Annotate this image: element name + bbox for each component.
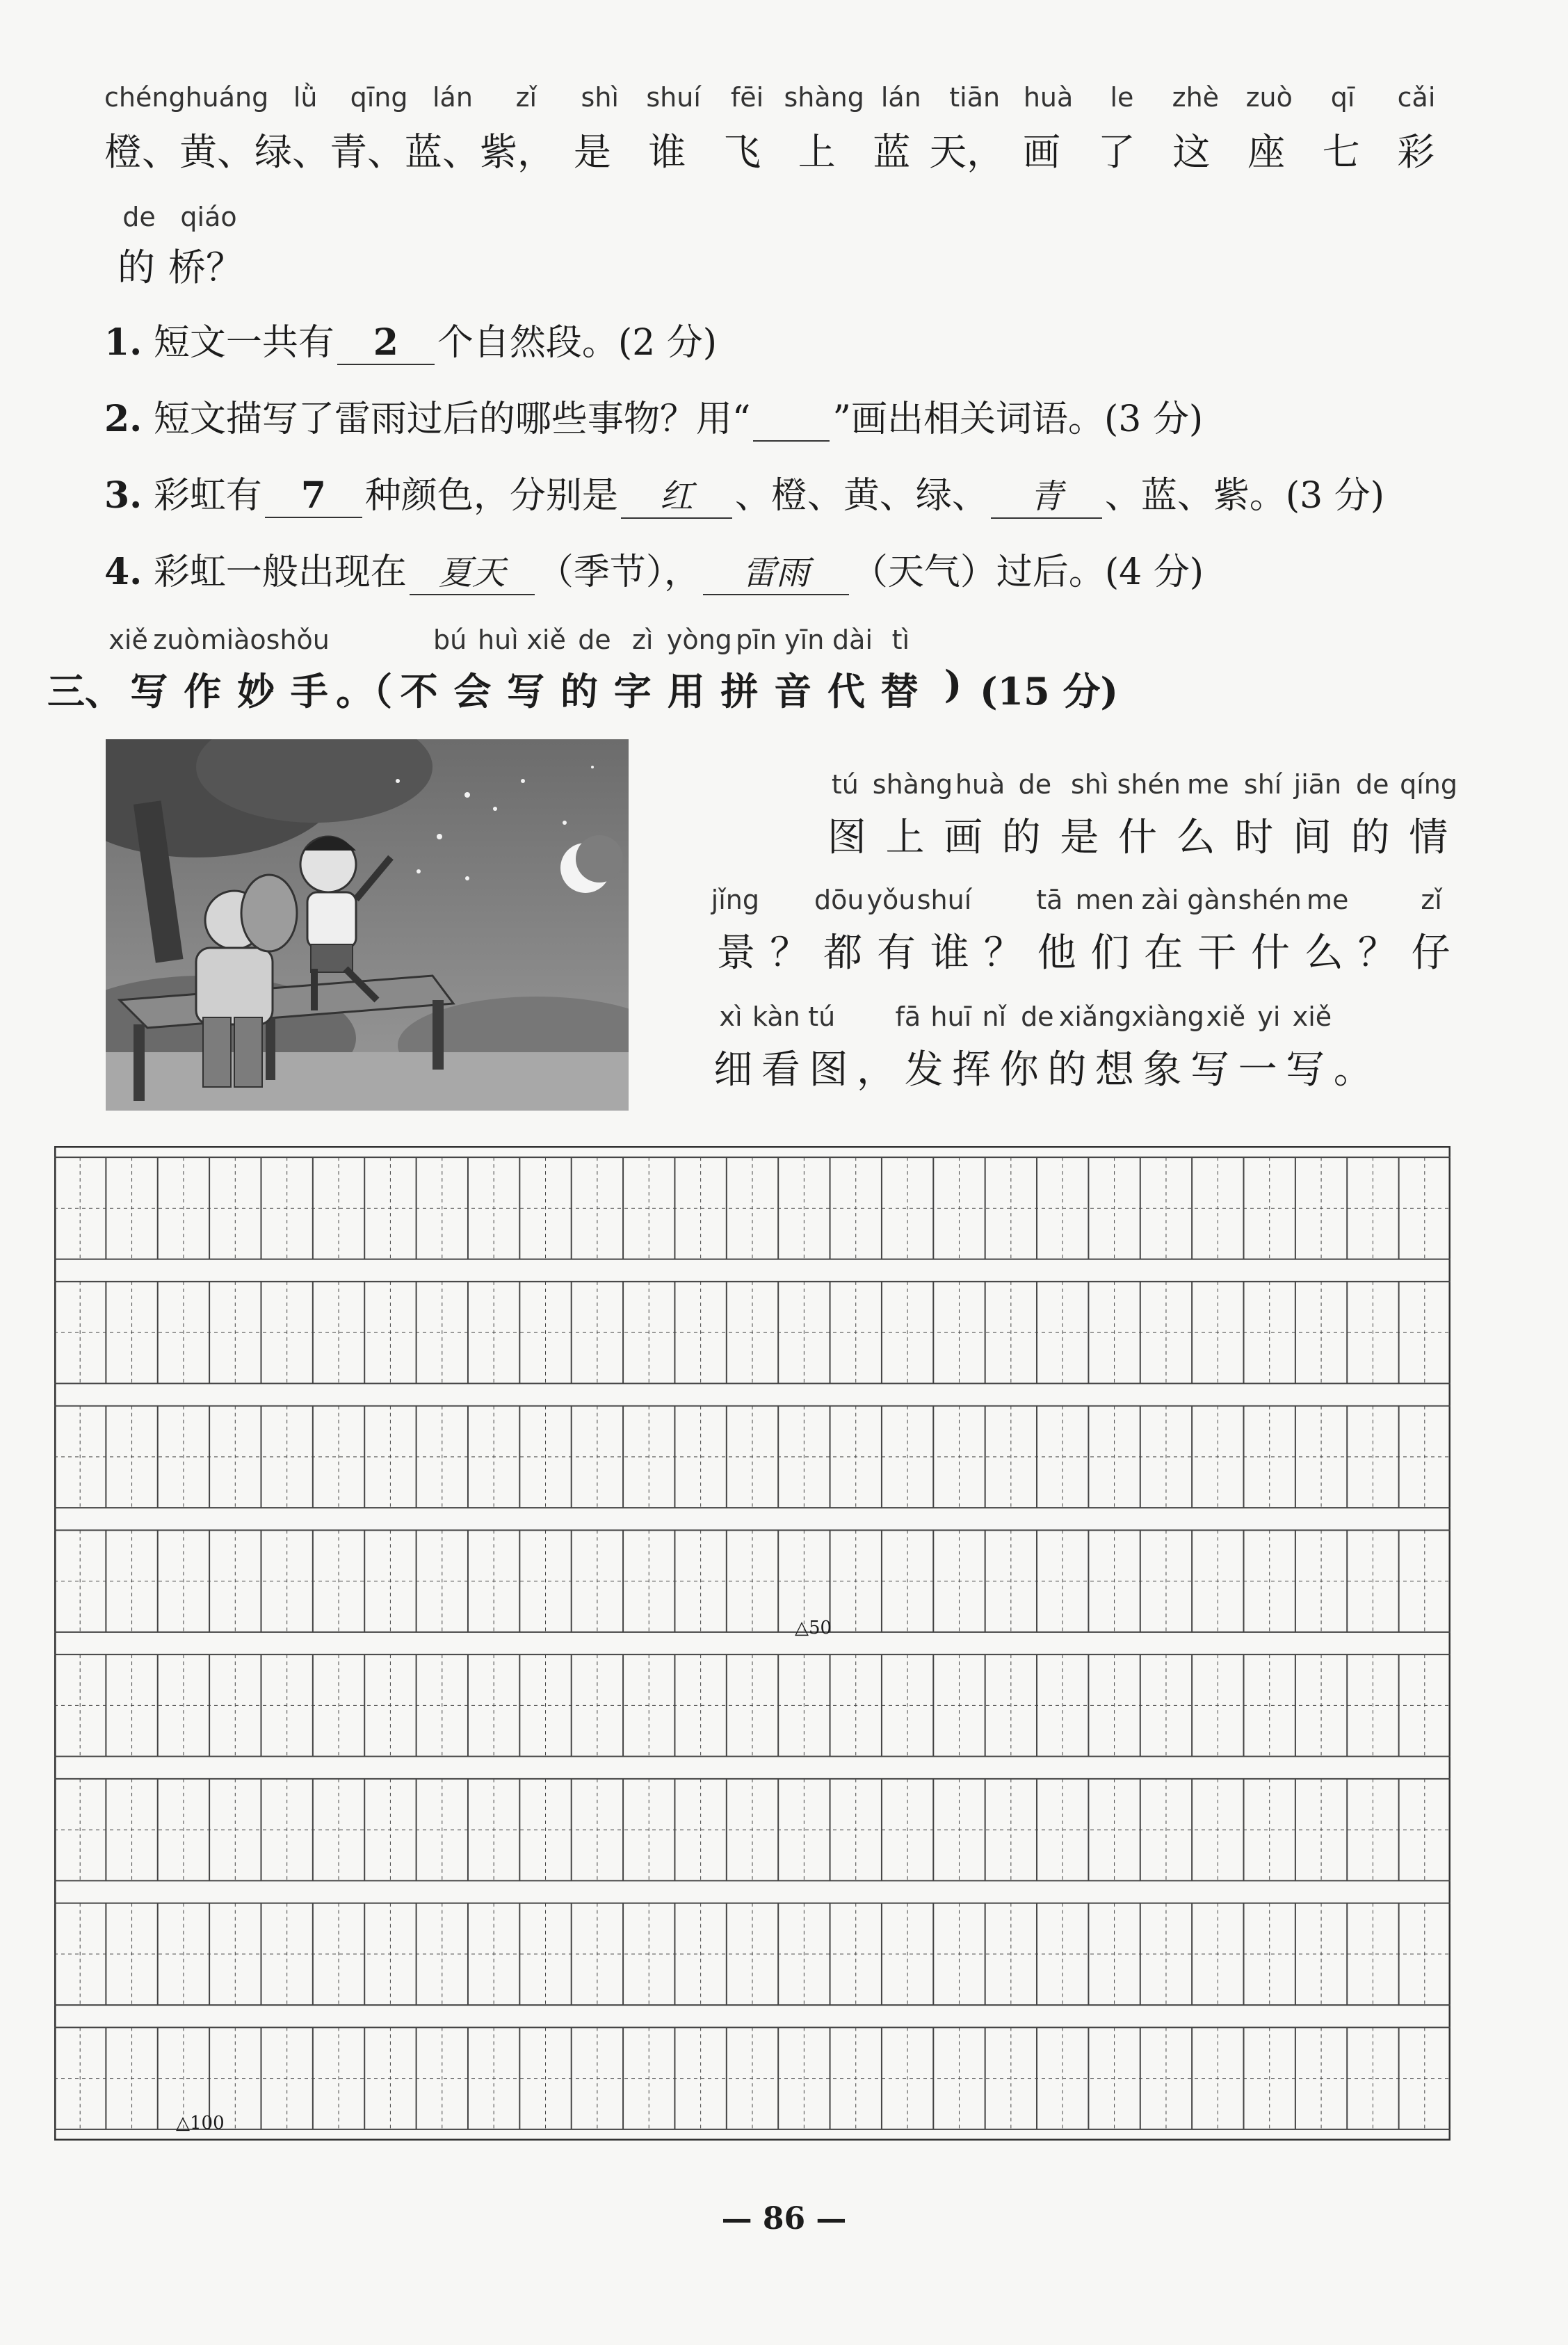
pinyin-syllable: le — [1110, 82, 1134, 113]
title-char: 不 — [400, 669, 438, 714]
title-char: 。（ — [336, 669, 393, 714]
hanzi-char: 象 — [1142, 1047, 1182, 1093]
pinyin-syllable: men — [1075, 885, 1135, 915]
prompt-line1-chars — [818, 807, 1457, 862]
pinyin-syllable: huì — [478, 624, 519, 655]
pinyin-syllable: shǒu — [266, 624, 330, 655]
hanzi-char: 有 — [877, 930, 916, 976]
pinyin-syllable: chéng — [104, 82, 186, 113]
hanzi-char: 这 — [1172, 130, 1211, 174]
pinyin-syllable: zài — [1141, 885, 1179, 915]
title-char: ) — [944, 662, 962, 707]
pinyin-syllable: shuí — [646, 82, 701, 113]
title-char: 代 — [827, 669, 865, 714]
pinyin-syllable: qī — [1330, 82, 1355, 113]
hanzi-char: 仔 — [1411, 930, 1450, 976]
question-3: 3. 彩虹有 7 种颜色，分别是 红 、橙、黄、绿、 青 、蓝、紫。(3 分) — [104, 466, 1384, 519]
hanzi-char: 看 — [761, 1047, 800, 1093]
hanzi-char: 座 — [1247, 130, 1285, 174]
title-char: 妙 — [236, 669, 275, 714]
pinyin-syllable: xiě — [1292, 1001, 1332, 1032]
pinyin-syllable: fā — [895, 1001, 921, 1032]
pinyin-syllable: huà — [1023, 82, 1074, 113]
hanzi-char: 彩 — [1397, 130, 1435, 174]
hanzi-char: 是 — [573, 130, 611, 174]
hanzi-char: 桥？ — [168, 245, 243, 289]
pinyin-syllable: kàn — [752, 1001, 800, 1032]
pinyin-syllable: yi — [1257, 1001, 1281, 1032]
hanzi-char: 是 — [1060, 815, 1099, 860]
section3-title-pinyin — [104, 624, 925, 655]
pinyin-syllable: lán — [880, 82, 921, 113]
poem-line2-chars — [104, 238, 243, 291]
pinyin-syllable: shí — [1243, 769, 1282, 800]
pinyin-syllable — [971, 885, 1024, 915]
answer-blank[interactable]: 青 — [991, 469, 1102, 519]
hanzi-char: 的 — [1001, 815, 1041, 860]
poem-line1-chars — [104, 122, 1453, 176]
section3-title — [47, 662, 1118, 716]
title-char: 用 — [667, 669, 705, 714]
hanzi-char: 谁 — [930, 930, 969, 976]
hanzi-char: 天， — [929, 130, 1005, 174]
hanzi-char: 在 — [1144, 930, 1183, 976]
answer-blank[interactable]: 2 — [337, 321, 435, 365]
hanzi-char: ， — [857, 1047, 896, 1093]
pinyin-syllable: zǐ — [515, 82, 538, 113]
pinyin-syllable — [761, 885, 814, 915]
pinyin-syllable: lán — [432, 82, 473, 113]
hanzi-char: 景 — [716, 930, 756, 976]
answer-blank[interactable]: 夏天 — [410, 546, 535, 595]
night-scene-image — [106, 739, 629, 1111]
hanzi-char: 想 — [1094, 1047, 1134, 1093]
hanzi-char: 什 — [1251, 930, 1291, 976]
hanzi-char: 蓝 — [873, 130, 911, 174]
hanzi-char: 的 — [1047, 1047, 1087, 1093]
hanzi-char: 情 — [1409, 815, 1448, 860]
hanzi-char: 都 — [823, 930, 863, 976]
prompt-line3-pinyin — [709, 1001, 1377, 1032]
hanzi-char: 写 — [1286, 1047, 1325, 1093]
pinyin-syllable: yīn — [784, 624, 825, 655]
answer-blank[interactable]: 7 — [265, 474, 362, 518]
hanzi-char: 橙、 — [104, 130, 179, 174]
hanzi-char: 的 — [118, 245, 155, 289]
pinyin-syllable: zuò — [1245, 82, 1293, 113]
title-char: 写 — [130, 669, 168, 714]
title-char: 三、 — [47, 669, 122, 714]
hanzi-char: 图 — [827, 815, 866, 860]
pinyin-syllable: xì — [719, 1001, 743, 1032]
hanzi-char: 挥 — [952, 1047, 992, 1093]
pinyin-syllable: fēi — [730, 82, 764, 113]
pinyin-syllable: qíng — [1400, 769, 1457, 800]
hanzi-char: 飞 — [723, 130, 761, 174]
prompt-line1-pinyin — [818, 769, 1457, 800]
pinyin-syllable: miào — [200, 624, 266, 655]
answer-blank[interactable]: 雷雨 — [703, 546, 849, 595]
pinyin-syllable: xiě — [526, 624, 566, 655]
pinyin-syllable — [378, 624, 426, 655]
pinyin-syllable: de — [578, 624, 611, 655]
writing-grid[interactable] — [54, 1146, 1450, 2141]
hanzi-char: 画 — [944, 815, 983, 860]
hanzi-char: 时 — [1234, 815, 1274, 860]
hanzi-char: 紫， — [480, 130, 555, 174]
pinyin-syllable: zǐ — [1421, 885, 1442, 915]
pinyin-syllable: qiáo — [180, 202, 237, 232]
hanzi-char: 青、 — [330, 130, 405, 174]
pinyin-syllable: dài — [832, 624, 873, 655]
pinyin-syllable: shì — [1070, 769, 1109, 800]
pinyin-syllable: pīn — [736, 624, 777, 655]
hanzi-char: 黄、 — [179, 130, 254, 174]
pinyin-syllable — [1354, 885, 1406, 915]
illustration-night-scene — [106, 739, 629, 1111]
pinyin-syllable: shàng — [872, 769, 953, 800]
title-char: 的 — [560, 669, 598, 714]
hanzi-char: 么 — [1176, 815, 1215, 860]
prompt-line3-chars — [709, 1039, 1377, 1095]
question-4: 4. 彩虹一般出现在 夏天 （季节）， 雷雨 （天气）过后。(4 分) — [104, 542, 1204, 595]
hanzi-char: 们 — [1090, 930, 1130, 976]
pinyin-syllable: shén — [1238, 885, 1302, 915]
pinyin-syllable: lǜ — [293, 82, 318, 113]
pinyin-syllable: bú — [433, 624, 467, 655]
pinyin-syllable: de — [1021, 1001, 1054, 1032]
pinyin-syllable: de — [1355, 769, 1389, 800]
hanzi-char: ？ — [983, 930, 1023, 976]
title-char: 会 — [453, 669, 492, 714]
hanzi-char: ？ — [1357, 930, 1397, 976]
pinyin-syllable: huà — [955, 769, 1005, 800]
answer-blank[interactable] — [753, 398, 830, 442]
pinyin-syllable: zì — [631, 624, 654, 655]
hanzi-char: 蓝、 — [405, 130, 480, 174]
pinyin-syllable: huī — [930, 1001, 972, 1032]
pinyin-syllable: tiān — [949, 82, 1001, 113]
pinyin-syllable: de — [122, 202, 156, 232]
hanzi-char: 的 — [1350, 815, 1390, 860]
pinyin-syllable: dōu — [814, 885, 864, 915]
pinyin-syllable: tú — [808, 1001, 836, 1032]
hanzi-char: 图 — [809, 1047, 848, 1093]
hanzi-char: 上 — [798, 130, 836, 174]
hanzi-char: 间 — [1292, 815, 1332, 860]
pinyin-syllable: huáng — [185, 82, 269, 113]
pinyin-syllable: shén — [1117, 769, 1181, 800]
poem-line1-pinyin — [104, 82, 1453, 113]
pinyin-syllable: xiǎng — [1058, 1001, 1132, 1032]
pinyin-syllable: cǎi — [1397, 82, 1436, 113]
pinyin-syllable: xiě — [1206, 1001, 1246, 1032]
question-1: 1. 短文一共有 2 个自然段。(2 分) — [104, 321, 718, 364]
pinyin-syllable: yǒu — [866, 885, 916, 915]
hanzi-char: 谁 — [648, 130, 686, 174]
prompt-line2-chars — [709, 922, 1457, 978]
poem-line2-pinyin — [104, 202, 243, 232]
hanzi-char: 一 — [1238, 1047, 1277, 1093]
title-char: 拼 — [720, 669, 759, 714]
pinyin-syllable: qīng — [350, 82, 408, 113]
hanzi-char: 么 — [1304, 930, 1343, 976]
pinyin-syllable: shàng — [784, 82, 864, 113]
pinyin-syllable — [1334, 1001, 1377, 1032]
pinyin-syllable: me — [1187, 769, 1229, 800]
hanzi-char: 上 — [885, 815, 925, 860]
page-number: — 86 — — [721, 2201, 847, 2237]
grid-mark-50: △50 — [795, 1618, 832, 1638]
title-char: 作 — [184, 669, 222, 714]
pinyin-syllable: zuò — [153, 624, 200, 655]
hanzi-char: 七 — [1322, 130, 1360, 174]
grid-mark-100: △100 — [176, 2113, 225, 2134]
hanzi-char: 细 — [713, 1047, 753, 1093]
writing-grid-lines — [54, 1146, 1450, 2141]
title-char: 替 — [880, 669, 919, 714]
title-char: 字 — [613, 669, 652, 714]
prompt-line2-pinyin — [709, 885, 1457, 915]
pinyin-syllable: xiàng — [1131, 1001, 1204, 1032]
title-char: 手 — [290, 669, 328, 714]
hanzi-char: 画 — [1023, 130, 1061, 174]
hanzi-char: 他 — [1037, 930, 1076, 976]
pinyin-syllable: de — [1018, 769, 1052, 800]
hanzi-char: 发 — [904, 1047, 944, 1093]
pinyin-syllable: tú — [831, 769, 859, 800]
pinyin-syllable: shuí — [916, 885, 972, 915]
hanzi-char: 绿、 — [254, 130, 330, 174]
pinyin-syllable: yòng — [666, 624, 732, 655]
pinyin-syllable: tā — [1036, 885, 1063, 915]
hanzi-char: ？ — [770, 930, 809, 976]
title-char: (15 分) — [979, 669, 1118, 714]
pinyin-syllable: zhè — [1172, 82, 1220, 113]
pinyin-syllable: gàn — [1187, 885, 1237, 915]
pinyin-syllable: jiān — [1293, 769, 1342, 800]
pinyin-syllable — [330, 624, 378, 655]
pinyin-syllable: shì — [581, 82, 619, 113]
title-char: 写 — [507, 669, 545, 714]
hanzi-char: 干 — [1197, 930, 1237, 976]
hanzi-char: 写 — [1190, 1047, 1230, 1093]
pinyin-syllable: me — [1307, 885, 1349, 915]
hanzi-char: 。 — [1333, 1047, 1373, 1093]
pinyin-syllable: tì — [891, 624, 910, 655]
hanzi-char: 你 — [999, 1047, 1039, 1093]
hanzi-char: 什 — [1118, 815, 1158, 860]
pinyin-syllable — [843, 1001, 887, 1032]
pinyin-syllable: xiě — [108, 624, 148, 655]
title-char: 音 — [774, 669, 812, 714]
question-2: 2. 短文描写了雷雨过后的哪些事物？用“ ”画出相关词语。(3 分) — [104, 398, 1204, 440]
pinyin-syllable: nǐ — [982, 1001, 1007, 1032]
hanzi-char: 了 — [1097, 130, 1135, 174]
pinyin-syllable: jǐng — [711, 885, 759, 915]
answer-blank[interactable]: 红 — [621, 469, 732, 519]
